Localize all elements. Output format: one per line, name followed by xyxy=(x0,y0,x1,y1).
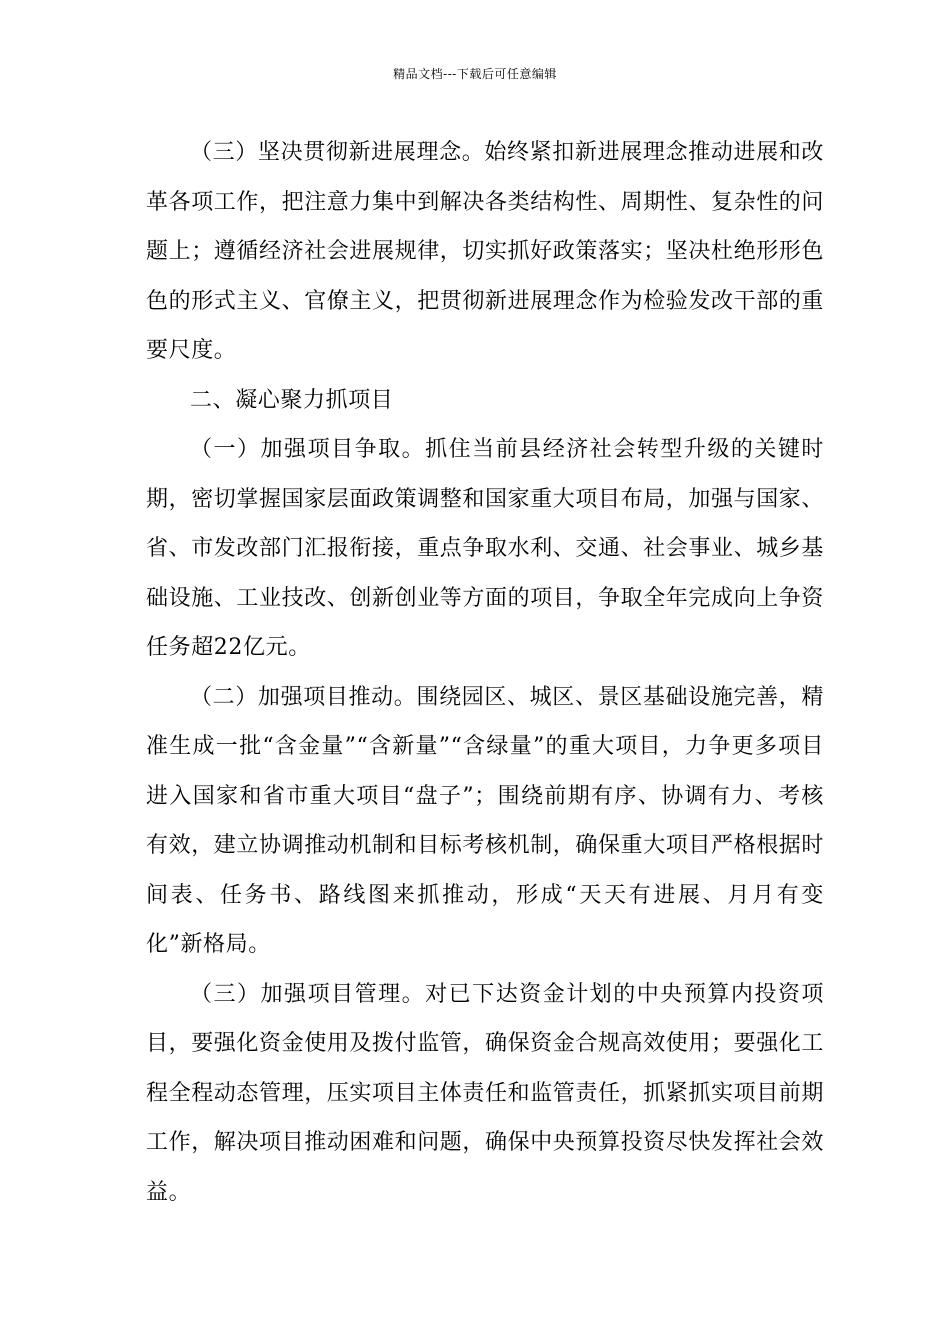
paragraph-project-promotion: （二）加强项目推动。围绕园区、城区、景区基础设施完善，精准生成一批“含金量”“含新量”“含绿量”的重大项目，力争更多项目进入国家和省市重大项目“盘子”；围绕前期有序、协调有力、考核有效，建立协调推动机制和目标考核机制，确保重大项目严格根据时间表、任务书、路线图来抓推动，形成“天天有进展、月月有变化”新格局。 xyxy=(146,684,825,957)
paragraph-policy-concept: （三）坚决贯彻新进展理念。始终紧扣新进展理念推动进展和改革各项工作，把注意力集中到解决各类结构性、周期性、复杂性的问题上；遵循经济社会进展规律，切实抓好政策落实；坚决杜绝形形色色的形式主义、官僚主义，把贯彻新进展理念作为检验发改干部的重要尺度。 xyxy=(146,140,825,363)
paragraph-project-management: （三）加强项目管理。对已下达资金计划的中央预算内投资项目，要强化资金使用及拨付监管，确保资金合规高效使用；要强化工程全程动态管理，压实项目主体责任和监管责任，抓紧抓实项目前期工作，解决项目推动困难和问题，确保中央预算投资尽快发挥社会效益。 xyxy=(146,981,825,1205)
document-body xyxy=(146,128,824,1217)
page-header: 精品文档---下载后可任意编辑 xyxy=(393,67,557,81)
paragraph-project-acquisition: （一）加强项目争取。抓住当前县经济社会转型升级的关键时期，密切掌握国家层面政策调整和国家重大项目布局，加强与国家、省、市发改部门汇报衔接，重点争取水利、交通、社会事业、城乡基础设施、工业技改、创新创业等方面的项目，争取全年完成向上争资任务超22亿元。 xyxy=(146,437,825,660)
section-heading-projects: 二、凝心聚力抓项目 xyxy=(190,387,394,413)
